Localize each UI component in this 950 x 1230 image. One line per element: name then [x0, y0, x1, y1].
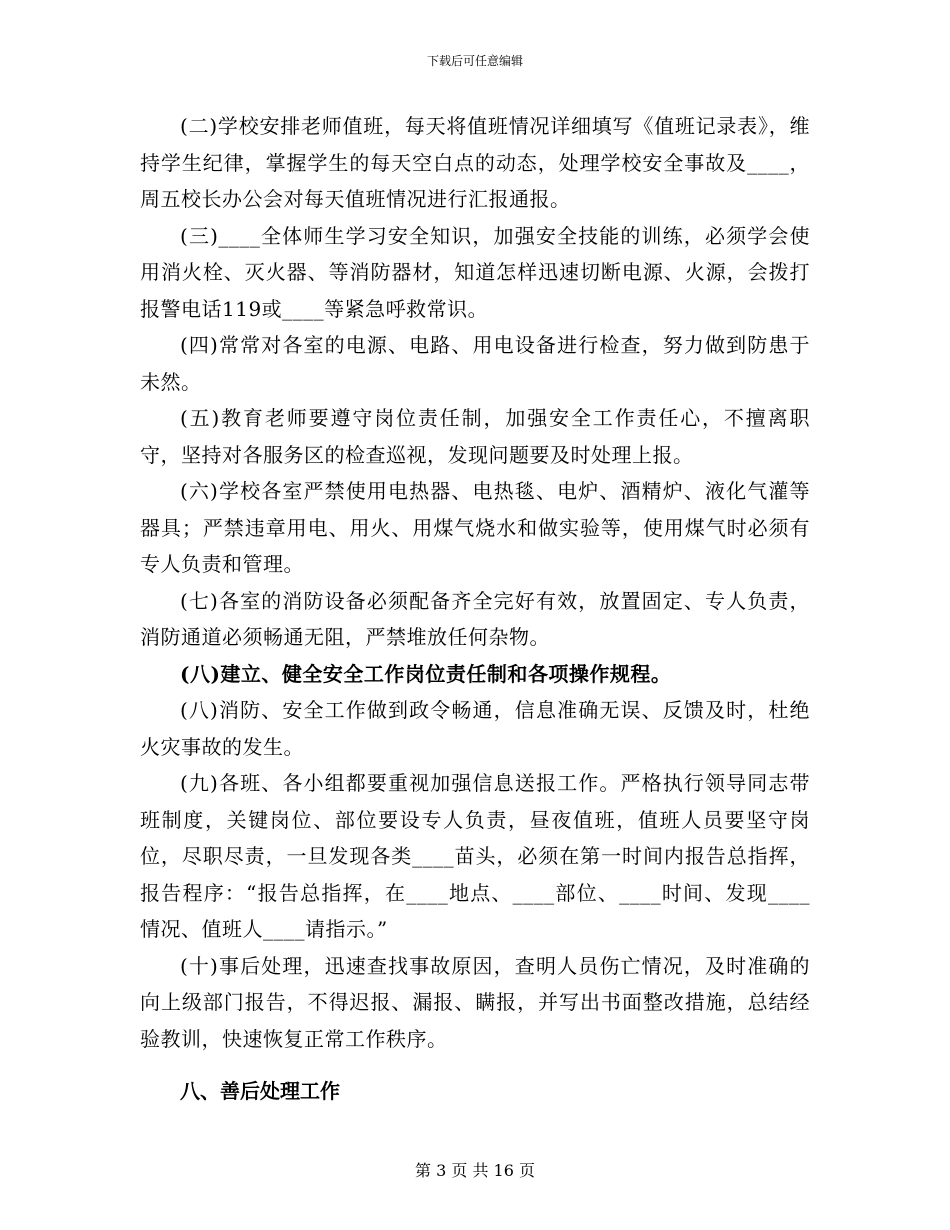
paragraph-6: (六)学校各室严禁使用电热器、电热毯、电炉、酒精炉、液化气灌等器具；严禁违章用电、用火、用煤气烧水和做实验等，使用煤气时必须有专人负责和管理。 [140, 479, 810, 576]
document-body [140, 108, 810, 1111]
paragraph-9: (九)各班、各小组都要重视加强信息送报工作。严格执行领导同志带班制度，关键岗位、部位要设专人负责，昼夜值班，值班人员要坚守岗位，尽职尽责，一旦发现各类____苗头，必须在第一时间内报告总指挥，报告程序：“报告总指挥，在____地点、____部位、____时间、发现____情况、值班人____请指示。” [140, 771, 810, 941]
paragraph-10: (十)事后处理，迅速查找事故原因，查明人员伤亡情况，及时准确的向上级部门报告，不得迟报、漏报、瞒报，并写出书面整改措施，总结经验教训，快速恢复正常工作秩序。 [140, 953, 810, 1051]
page-header: 下载后可任意编辑 [426, 54, 523, 68]
page-footer: 第 3 页 共 16 页 [415, 1161, 535, 1180]
paragraph-4: (四)常常对各室的电源、电路、用电设备进行检查，努力做到防患于未然。 [140, 333, 810, 394]
paragraph-3: (三)____全体师生学习安全知识，加强安全技能的训练，必须学会使用消火栓、灭火器、等消防器材，知道怎样迅速切断电源、火源，会拨打报警电话119或____等紧急呼救常识。 [140, 223, 810, 321]
section-heading: 八、善后处理工作 [180, 1079, 340, 1103]
paragraph-5: (五)教育老师要遵守岗位责任制，加强安全工作责任心，不擅离职守，坚持对各服务区的检查巡视，发现问题要及时处理上报。 [140, 406, 810, 467]
paragraph-7: (七)各室的消防设备必须配备齐全完好有效，放置固定、专人负责，消防通道必须畅通无阻，严禁堆放任何杂物。 [140, 588, 810, 649]
paragraph-8: (八)消防、安全工作做到政令畅通，信息准确无误、反馈及时，杜绝火灾事故的发生。 [140, 698, 810, 759]
paragraph-8-bold: (八)建立、健全安全工作岗位责任制和各项操作规程。 [180, 661, 672, 686]
paragraph-2: (二)学校安排老师值班，每天将值班情况详细填写《值班记录表》，维持学生纪律，掌握学生的每天空白点的动态，处理学校安全事故及____，周五校长办公会对每天值班情况进行汇报通报。 [140, 114, 810, 211]
